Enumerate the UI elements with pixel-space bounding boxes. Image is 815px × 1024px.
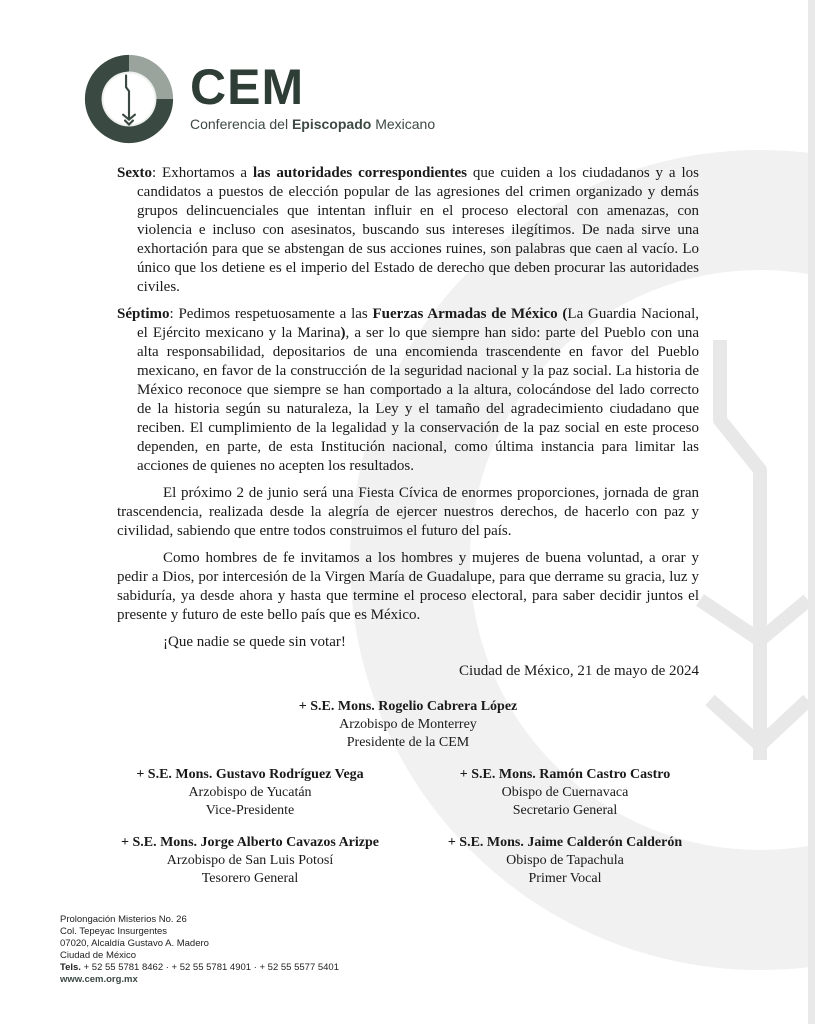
footer-address: Prolongación Misterios No. 26 Col. Tepeyac Insurgentes 07020, Alcaldía Gustavo A. Madero Ciudad de México Tels. + 52 55 5781 8462 · + 52 55 5781 4901 · + 52 55 5577 5401 www.cem.org.mx: [60, 914, 339, 985]
footer-website-link[interactable]: www.cem.org.mx: [60, 974, 138, 985]
logo-acronym: CEM: [190, 59, 305, 115]
signature-first-vocal: + S.E. Mons. Jaime Calderón Calderón Obispo de Tapachula Primer Vocal: [447, 835, 683, 886]
paragraph-sexto: Sexto: Exhortamos a las autoridades correspondientes que cuiden a los ciudadanos y a los candidatos a puestos de elección popular de las agresiones del crimen organizado y demás grupos delincuenciales que intentan influir en el proceso electoral con amenazas, con violencia e incluso con asesinatos, buscando sus intereses ilegítimos. De nada sirve una exhortación para que se abstengan de sus acciones ruines, son palabras que caen al vacío. Lo único que los detiene es el imperio del Estado de derecho que deben procurar las autoridades civiles.: [117, 165, 699, 295]
paragraph-vote-call: ¡Que nadie se quede sin votar!: [163, 634, 346, 650]
cem-logo-wordmark: [190, 59, 436, 132]
letter-body: [117, 164, 699, 689]
signature-president: + S.E. Mons. Rogelio Cabrera López Arzobispo de Monterrey Presidente de la CEM: [298, 699, 518, 750]
signature-vice-president: + S.E. Mons. Gustavo Rodríguez Vega Arzobispo de Yucatán Vice-Presidente: [136, 767, 364, 818]
footer-phones: Tels. + 52 55 5781 8462 · + 52 55 5781 4901 · + 52 55 5577 5401: [60, 962, 339, 973]
logo-fullname: Conferencia del Episcopado Mexicano: [190, 116, 436, 132]
cem-logo-icon: [80, 50, 178, 148]
paragraph-election-day: El próximo 2 de junio será una Fiesta Cívica de enormes proporciones, jornada de gran trascendencia, realizada desde la alegría de ejercer nuestros derechos, de hacerlo con paz y civilidad, sabiendo que entre todos construimos el futuro del país.: [117, 485, 699, 539]
paragraph-septimo: Séptimo: Pedimos respetuosamente a las Fuerzas Armadas de México (La Guardia Nacional, el Ejército mexicano y la Marina), a ser lo que siempre han sido: parte del Pueblo con una alta responsabilidad, depositarios de una encomienda trascendente en favor del Pueblo mexicano, en favor de la construcción de la seguridad nacional y la paz social. La historia de México reconoce que siempre se han comportado a la altura, colocándose del lado correcto de la historia según su naturaleza, la Ley y el tamaño del agradecimiento ciudadano que reciben. El cumplimiento de la legalidad y la conservación de la paz social en este proceso dependen, en parte, de esta Institución nacional, como última instancia para limitar las acciones de quienes no acepten los resultados.: [117, 306, 700, 474]
paragraph-prayer: Como hombres de fe invitamos a los hombres y mujeres de buena voluntad, a orar y pedir a Dios, por intercesión de la Virgen María de Guadalupe, para que derrame su gracia, luz y sabiduría, ya desde ahora y hasta que termine el proceso electoral, para saber decidir juntos el presente y futuro de este bello país que es México.: [117, 550, 699, 623]
signature-treasurer: + S.E. Mons. Jorge Alberto Cavazos Arizpe Arzobispo de San Luis Potosí Tesorero General: [120, 835, 379, 886]
letter-date: Ciudad de México, 21 de mayo de 2024: [459, 663, 699, 679]
signature-secretary: + S.E. Mons. Ramón Castro Castro Obispo de Cuernavaca Secretario General: [459, 767, 671, 818]
